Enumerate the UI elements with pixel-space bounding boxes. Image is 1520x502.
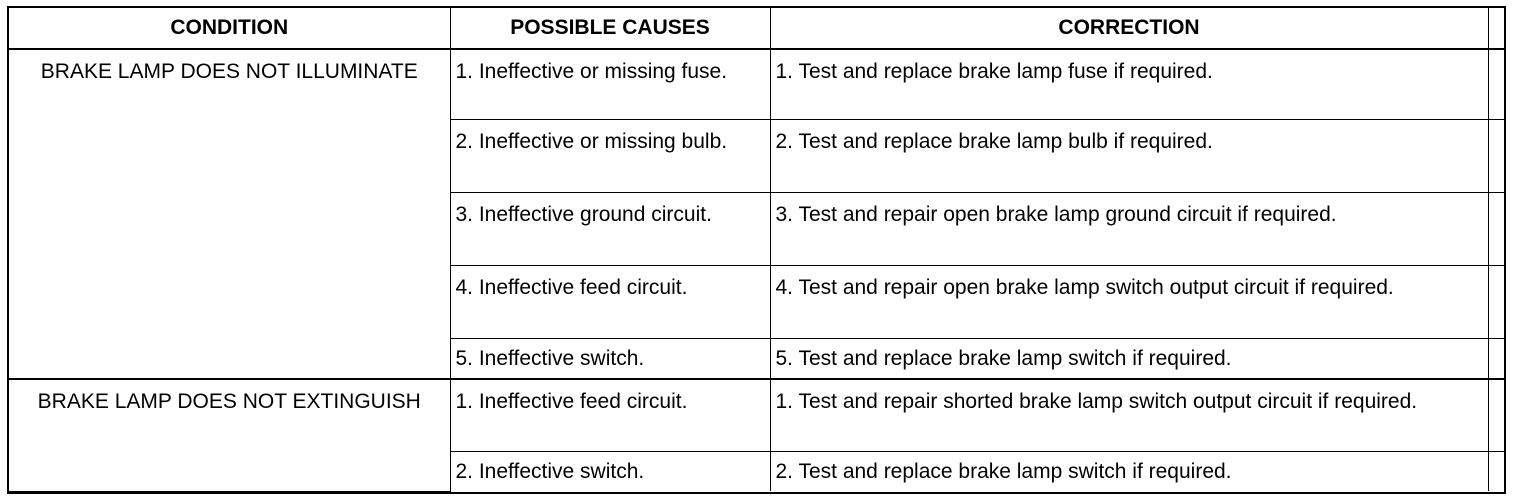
- header-possible-causes: POSSIBLE CAUSES: [450, 8, 770, 49]
- condition-cell: BRAKE LAMP DOES NOT EXTINGUISH: [9, 379, 450, 491]
- correction-cell: 4. Test and repair open brake lamp switch output circuit if required.: [770, 266, 1488, 339]
- correction-cell: 3. Test and repair open brake lamp ground circuit if required.: [770, 193, 1488, 266]
- correction-cell: 2. Test and replace brake lamp switch if required.: [770, 452, 1488, 492]
- spacer-cell: [1488, 379, 1504, 452]
- table-row: [9, 379, 1504, 452]
- cause-cell: 1. Ineffective feed circuit.: [450, 379, 770, 452]
- spacer-cell: [1488, 266, 1504, 339]
- cause-cell: 2. Ineffective or missing bulb.: [450, 120, 770, 193]
- correction-cell: 1. Test and replace brake lamp fuse if required.: [770, 49, 1488, 120]
- spacer-cell: [1488, 339, 1504, 380]
- header-spacer: [1488, 8, 1504, 49]
- spacer-cell: [1488, 120, 1504, 193]
- diagnosis-table-frame: [7, 6, 1506, 494]
- cause-cell: 3. Ineffective ground circuit.: [450, 193, 770, 266]
- cause-cell: 4. Ineffective feed circuit.: [450, 266, 770, 339]
- cause-cell: 5. Ineffective switch.: [450, 339, 770, 380]
- correction-cell: 2. Test and replace brake lamp bulb if required.: [770, 120, 1488, 193]
- correction-cell: 1. Test and repair shorted brake lamp switch output circuit if required.: [770, 379, 1488, 452]
- condition-cell: BRAKE LAMP DOES NOT ILLUMINATE: [9, 49, 450, 379]
- spacer-cell: [1488, 452, 1504, 492]
- correction-cell: 5. Test and replace brake lamp switch if required.: [770, 339, 1488, 380]
- cause-cell: 2. Ineffective switch.: [450, 452, 770, 492]
- spacer-cell: [1488, 193, 1504, 266]
- spacer-cell: [1488, 49, 1504, 120]
- table-row: [9, 49, 1504, 120]
- header-row: [9, 8, 1504, 49]
- cause-cell: 1. Ineffective or missing fuse.: [450, 49, 770, 120]
- diagnosis-table: [9, 8, 1504, 492]
- header-condition: CONDITION: [9, 8, 450, 49]
- header-correction: CORRECTION: [770, 8, 1488, 49]
